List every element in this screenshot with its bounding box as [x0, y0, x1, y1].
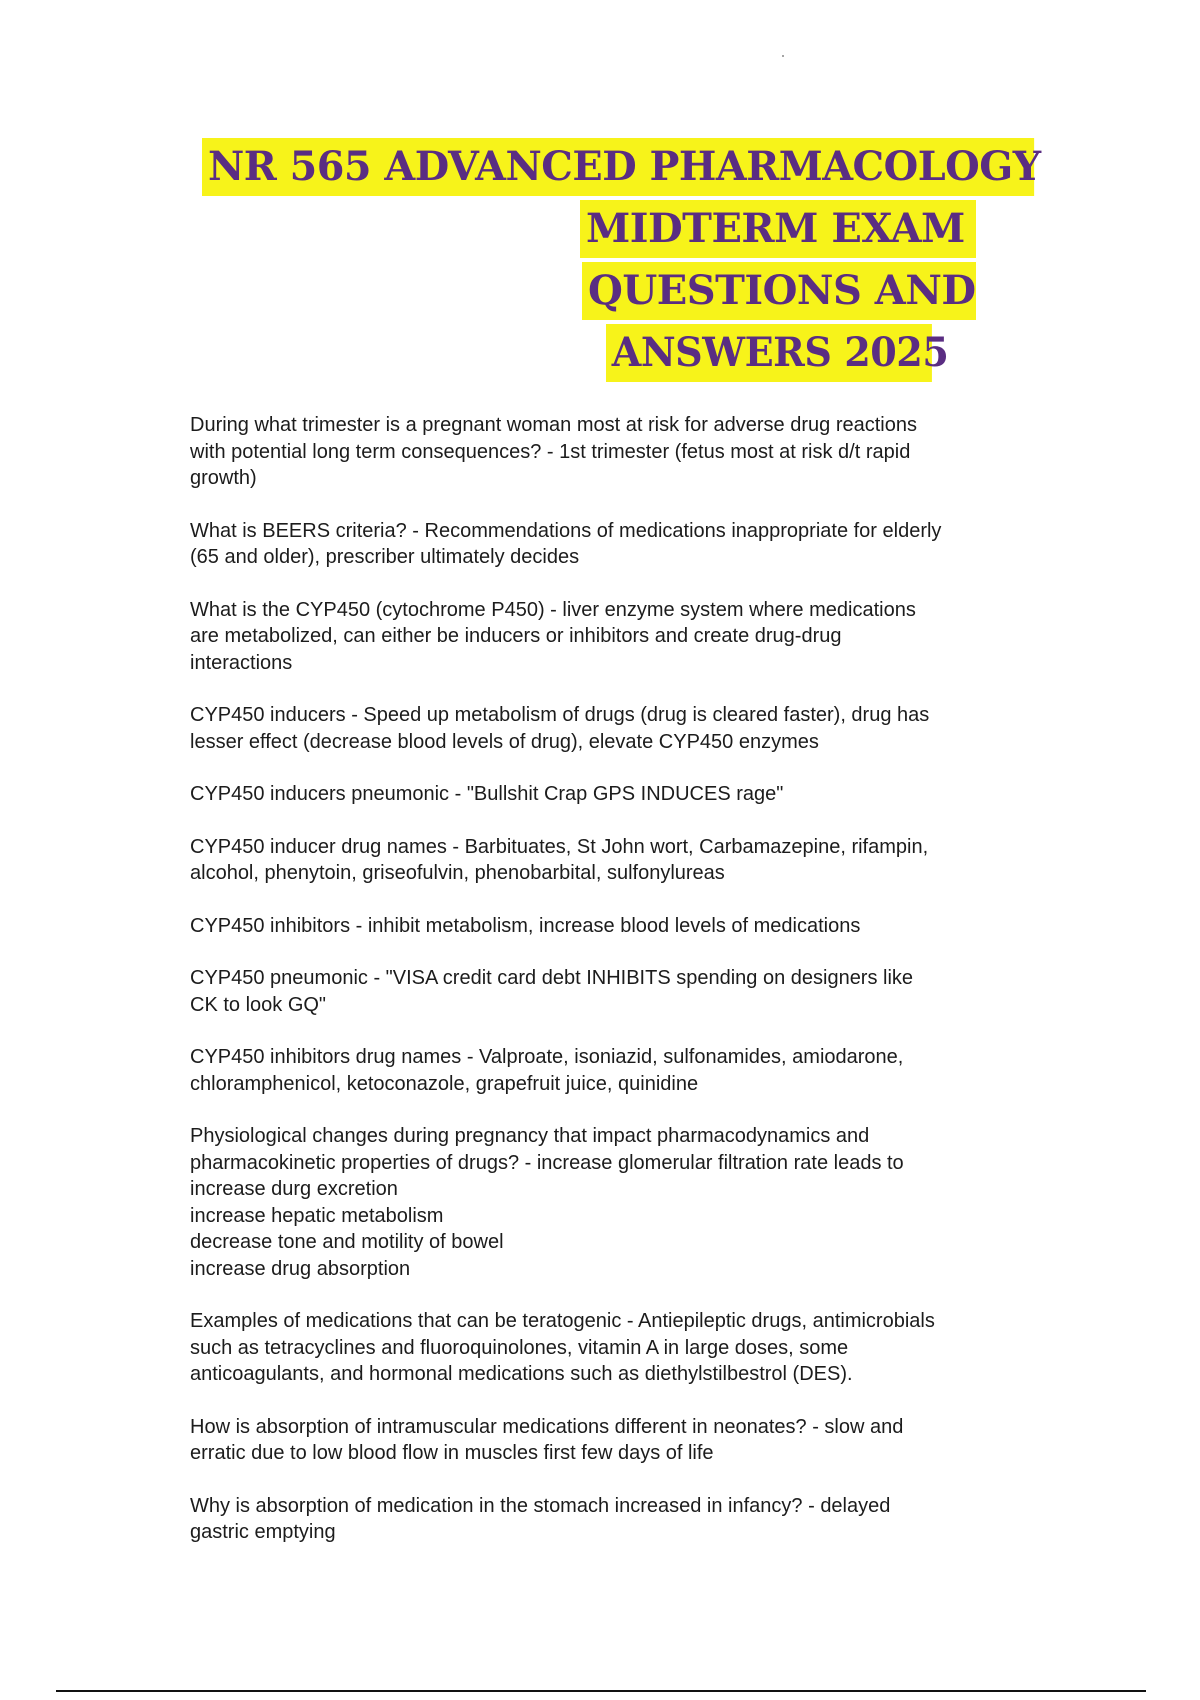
footer-divider	[56, 1690, 1146, 1692]
qa-item: During what trimester is a pregnant woman most at risk for adverse drug reactions with potential long term consequences? - 1st trimester (fetus most at risk d/t rapid growth)	[190, 414, 917, 489]
qa-item: How is absorption of intramuscular medications different in neonates? - slow and erratic due to low blood flow in muscles first few days of life	[190, 1415, 904, 1464]
qa-item: CYP450 pneumonic - "VISA credit card debt INHIBITS spending on designers like CK to look GQ"	[190, 967, 914, 1016]
qa-item: Physiological changes during pregnancy that impact pharmacodynamics and pharmacokinetic properties of drugs? - increase glomerular filtration rate leads to increase durg excretion increase hepatic metabolism decrease tone and motility of bowel increase drug absorption	[190, 1125, 904, 1280]
qa-item: CYP450 inducer drug names - Barbituates, St John wort, Carbamazepine, rifampin, alcohol, phenytoin, griseofulvin, phenobarbital, sulfonylureas	[190, 835, 929, 884]
qa-item: What is BEERS criteria? - Recommendations of medications inappropriate for elderly (65 and older), prescriber ultimately decides	[190, 519, 942, 568]
title-line-3: QUESTIONS AND	[582, 262, 976, 320]
qa-item: CYP450 inducers pneumonic - "Bullshit Crap GPS INDUCES rage"	[190, 783, 784, 805]
qa-item: CYP450 inhibitors - inhibit metabolism, increase blood levels of medications	[190, 914, 861, 937]
qa-item: CYP450 inducers - Speed up metabolism of drugs (drug is cleared faster), drug has lesser effect (decrease blood levels of drug), elevate CYP450 enzymes	[190, 704, 930, 753]
title-line-2: MIDTERM EXAM	[580, 200, 976, 258]
title-line-1: NR 565 ADVANCED PHARMACOLOGY	[202, 138, 1034, 196]
scan-speck	[782, 55, 784, 57]
qa-item: Why is absorption of medication in the stomach increased in infancy? - delayed gastric emptying	[190, 1494, 891, 1543]
qa-item: Examples of medications that can be teratogenic - Antiepileptic drugs, antimicrobials such as tetracyclines and fluoroquinolones, vitamin A in large doses, some anticoagulants, and hormonal medications such as diethylstilbestrol (DES).	[190, 1310, 935, 1385]
qa-list	[190, 412, 1050, 1572]
qa-item: What is the CYP450 (cytochrome P450) - liver enzyme system where medications are metabolized, can either be inducers or inhibitors and create drug-drug interactions	[190, 598, 916, 674]
title-line-4: ANSWERS 2025	[606, 324, 932, 382]
qa-item: CYP450 inhibitors drug names - Valproate, isoniazid, sulfonamides, amiodarone, chloramphenicol, ketoconazole, grapefruit juice, quinidine	[190, 1046, 904, 1095]
